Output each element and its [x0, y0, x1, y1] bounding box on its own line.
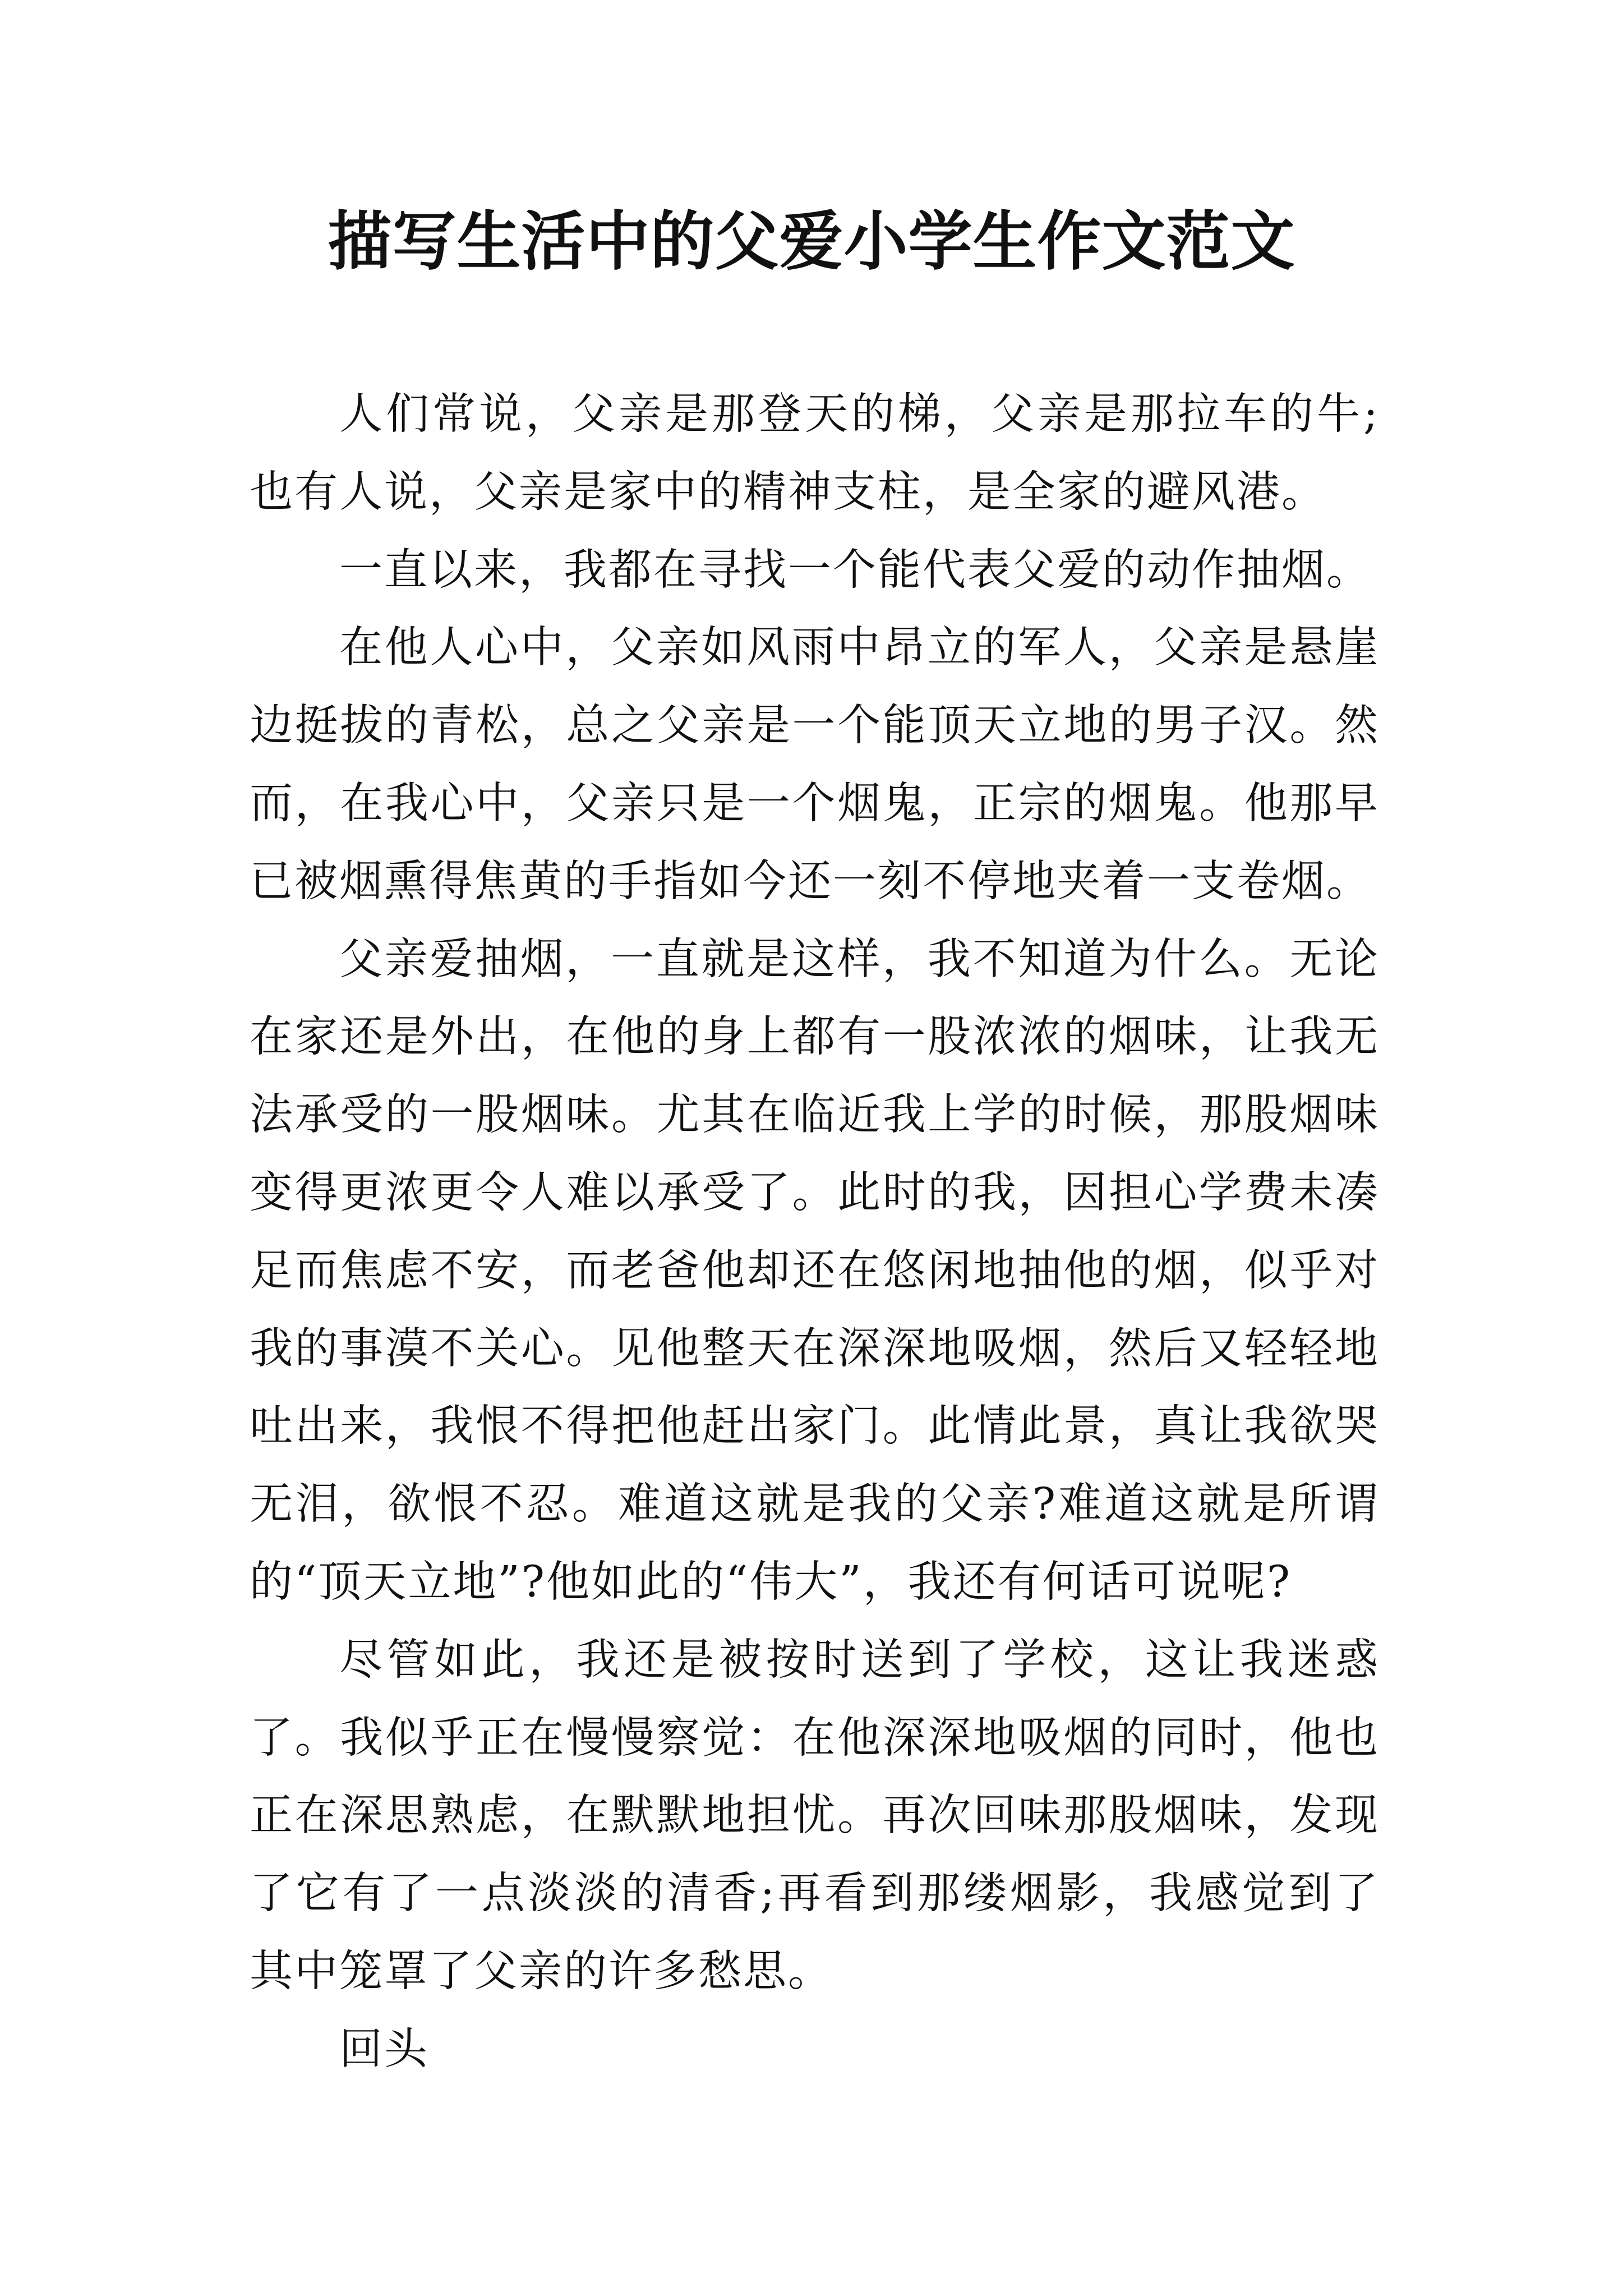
paragraph: 一直以来，我都在寻找一个能代表父爱的动作抽烟。 [339, 545, 1371, 595]
document-title: 描写生活中的父爱小学生作文范文 [328, 204, 1295, 279]
paragraph: 回头 [339, 2024, 429, 2074]
paragraph: 父亲爱抽烟，一直就是这样，我不知道为什么。无论在家还是外出，在他的身上都有一股浓浓的烟味，让我无法承受的一股烟味。尤其在临近我上学的时候，那股烟味变得更浓更令人难以承受了。此时的我，因担心学费未凑足而焦虑不安，而老爸他却还在悠闲地抽他的烟，似乎对我的事漠不关心。见他整天在深深地吸烟，然后又轻轻地吐出来，我恨不得把他赶出家门。此情此景，真让我欲哭无泪，欲恨不忍。难道这就是我的父亲?难道这就是所谓的“顶天立地”?他如此的“伟大”，我还有何话可说呢? [250, 934, 1380, 1607]
document-body [250, 376, 1380, 2089]
paragraph: 人们常说，父亲是那登天的梯，父亲是那拉车的牛;也有人说，父亲是家中的精神支柱，是全家的避风港。 [250, 389, 1380, 517]
paragraph: 尽管如此，我还是被按时送到了学校，这让我迷惑了。我似乎正在慢慢察觉：在他深深地吸烟的同时，他也正在深思熟虑，在默默地担忧。再次回味那股烟味，发现了它有了一点淡淡的清香;再看到那缕烟影，我感觉到了其中笼罩了父亲的许多愁思。 [250, 1635, 1380, 1996]
paragraph: 在他人心中，父亲如风雨中昂立的军人，父亲是悬崖边挺拔的青松，总之父亲是一个能顶天立地的男子汉。然而，在我心中，父亲只是一个烟鬼，正宗的烟鬼。他那早已被烟熏得焦黄的手指如今还一刻不停地夹着一支卷烟。 [250, 623, 1380, 907]
